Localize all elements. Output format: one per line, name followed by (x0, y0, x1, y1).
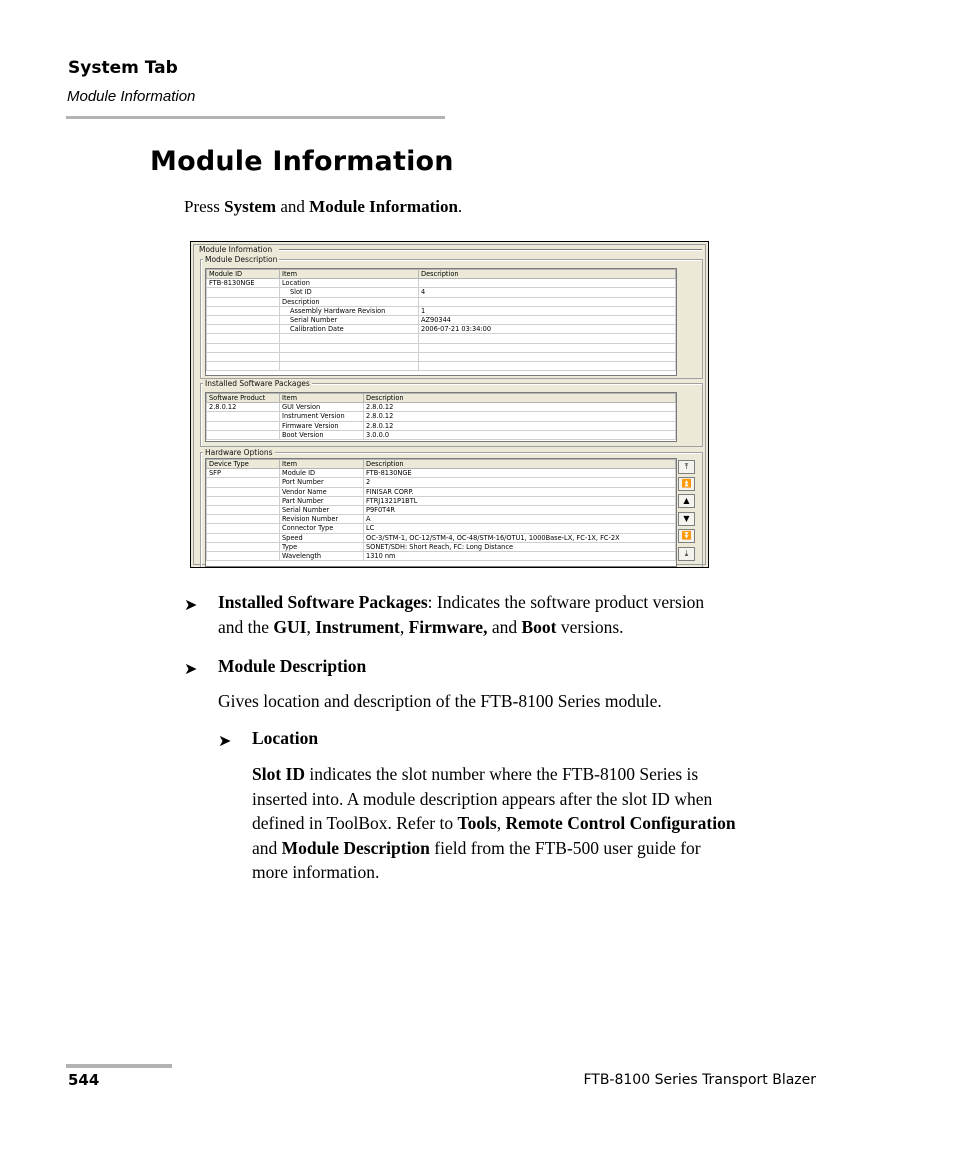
hardware-options-cell: A (364, 515, 676, 524)
module-description-cell: FTB-8130NGE (207, 279, 280, 288)
software-packages-term: Installed Software Packages (218, 592, 428, 612)
scroll-page-up-button[interactable] (678, 477, 695, 491)
term-firmware: Firmware, (408, 616, 488, 637)
software-packages-cell: Boot Version (280, 430, 364, 439)
software-versions: versions. (560, 616, 624, 637)
scroll-down-button[interactable] (678, 512, 695, 526)
intro-press: Press (184, 197, 220, 216)
module-description-cell: AZ90344 (419, 315, 676, 324)
software-packages-legend: Installed Software Packages (205, 379, 310, 388)
page-title: Module Information (150, 146, 454, 177)
module-description-cell: 1 (419, 306, 676, 315)
module-description-cell: 2006-07-21 03:34:00 (419, 325, 676, 334)
module-description-row[interactable] (207, 315, 676, 324)
hardware-options-row[interactable] (207, 542, 676, 551)
tools-term: Tools (457, 813, 497, 833)
module-description-cell (419, 279, 676, 288)
hardware-options-legend: Hardware Options (205, 448, 273, 457)
software-packages-text: : Indicates the software product version (427, 592, 705, 612)
bullet-arrow-icon: ➤ (184, 595, 198, 614)
module-description-cell (207, 361, 280, 370)
hardware-options-cell: Speed (280, 533, 364, 542)
hardware-options-cell: 1310 nm (364, 551, 676, 560)
hardware-options-row[interactable] (207, 478, 676, 487)
module-description-cell (207, 306, 280, 315)
hardware-options-row[interactable] (207, 496, 676, 505)
hardware-options-cell (207, 524, 280, 533)
module-description-row[interactable] (207, 334, 676, 343)
intro-period: . (457, 197, 463, 216)
location-bullet (252, 726, 318, 751)
location-line-3: defined in ToolBox. Refer to (252, 813, 454, 833)
hardware-options-row[interactable] (207, 487, 676, 496)
module-description-row[interactable] (207, 279, 676, 288)
software-packages-column-header[interactable]: Item (280, 394, 364, 403)
hardware-options-column-header[interactable]: Item (280, 460, 364, 469)
hardware-options-cell: FINISAR CORP. (364, 487, 676, 496)
module-description-column-header[interactable]: Description (419, 270, 676, 279)
hardware-options-cell: Vendor Name (280, 487, 364, 496)
module-description-row[interactable] (207, 325, 676, 334)
comma: , (306, 616, 311, 637)
software-packages-header-row (207, 394, 676, 403)
software-packages-cell: 2.8.0.12 (364, 412, 676, 421)
hardware-options-cell: SFP (207, 469, 280, 478)
module-description-cell: Location (280, 279, 419, 288)
hardware-options-cell (207, 505, 280, 514)
module-information-screenshot (190, 241, 709, 568)
hardware-options-cell: FTB-8130NGE (364, 469, 676, 478)
module-description-row[interactable] (207, 306, 676, 315)
hardware-options-cell: Connector Type (280, 524, 364, 533)
scroll-page-down-button[interactable] (678, 529, 695, 543)
module-description-cell (207, 297, 280, 306)
software-packages-cell: 2.8.0.12 (207, 403, 280, 412)
hardware-options-cell (207, 496, 280, 505)
module-description-text: Gives location and description of the FTB-8100 Series module. (218, 691, 662, 711)
hardware-options-cell: Module ID (280, 469, 364, 478)
module-description-cell: Assembly Hardware Revision (280, 306, 419, 315)
module-description-term-inline: Module Description (281, 837, 430, 858)
software-and-the: and the (218, 616, 270, 637)
module-description-cell (207, 352, 280, 361)
module-description-grid[interactable] (205, 268, 677, 376)
module-description-cell (280, 361, 419, 370)
software-packages-column-header[interactable]: Description (364, 394, 676, 403)
location-and: and (252, 837, 278, 858)
module-description-cell (280, 334, 419, 343)
frame-title: Module Information (199, 245, 273, 254)
module-description-cell (207, 288, 280, 297)
location-line-5: more information. (252, 862, 380, 882)
intro-paragraph (184, 197, 462, 217)
slot-id-term: Slot ID (252, 764, 305, 784)
module-description-cell: 4 (419, 288, 676, 297)
software-packages-cell: GUI Version (280, 403, 364, 412)
module-description-column-header[interactable]: Item (280, 270, 419, 279)
scroll-up-button[interactable] (678, 494, 695, 508)
page-number: 544 (68, 1071, 100, 1089)
hardware-options-cell: FTRJ1321P1BTL (364, 496, 676, 505)
module-description-cell (419, 343, 676, 352)
hardware-options-row[interactable] (207, 515, 676, 524)
software-packages-bullet (218, 590, 838, 639)
scroll-top-icon: ⤒ (684, 462, 689, 471)
module-description-cell (419, 297, 676, 306)
location-line-4: field from the FTB-500 user guide for (434, 837, 701, 858)
module-description-row[interactable] (207, 343, 676, 352)
module-description-legend: Module Description (205, 255, 278, 264)
software-packages-cell (207, 412, 280, 421)
module-description-cell (207, 343, 280, 352)
hardware-options-row[interactable] (207, 505, 676, 514)
module-description-header-row (207, 270, 676, 279)
hardware-options-cell: Revision Number (280, 515, 364, 524)
hardware-options-cell: Part Number (280, 496, 364, 505)
hardware-options-grid[interactable] (205, 458, 677, 567)
module-description-cell (207, 315, 280, 324)
hardware-options-row[interactable] (207, 524, 676, 533)
scroll-up-icon: ▲ (683, 496, 690, 505)
hardware-options-cell (207, 487, 280, 496)
hardware-options-cell: OC-3/STM-1, OC-12/STM-4, OC-48/STM-16/OTU1, 1000Base-LX, FC-1X, FC-2X (364, 533, 676, 542)
comma: , (496, 813, 502, 833)
intro-module-information: Module Information (309, 197, 458, 216)
hardware-options-header-row (207, 460, 676, 469)
module-description-cell (280, 352, 419, 361)
module-description-cell (280, 343, 419, 352)
software-and: and (491, 616, 518, 637)
module-description-cell: Description (280, 297, 419, 306)
location-line-2: inserted into. A module description appears after the slot ID when (252, 788, 713, 809)
hardware-options-row[interactable] (207, 533, 676, 542)
module-description-cell: Serial Number (280, 315, 419, 324)
location-paragraph (252, 762, 852, 885)
software-packages-cell: 2.8.0.12 (364, 421, 676, 430)
comma: , (399, 616, 405, 637)
software-packages-cell: Firmware Version (280, 421, 364, 430)
software-packages-cell: 3.0.0.0 (364, 430, 676, 439)
term-gui: GUI (273, 616, 307, 637)
term-boot: Boot (521, 616, 557, 637)
module-description-cell: Calibration Date (280, 325, 419, 334)
scroll-page-down-icon: ⏬ (681, 531, 692, 540)
software-packages-column-header[interactable]: Software Product (207, 394, 280, 403)
hardware-options-cell: P9F0T4R (364, 505, 676, 514)
software-packages-cell: 2.8.0.12 (364, 403, 676, 412)
hardware-options-cell: Port Number (280, 478, 364, 487)
module-description-row[interactable] (207, 352, 676, 361)
intro-and: and (280, 197, 305, 216)
hardware-options-cell (207, 533, 280, 542)
remote-control-configuration-term: Remote Control Configuration (505, 813, 736, 833)
module-description-bullet (218, 654, 366, 679)
hardware-options-cell: Wavelength (280, 551, 364, 560)
scroll-page-up-icon: ⏫ (681, 479, 692, 488)
term-instrument: Instrument (315, 616, 400, 637)
footer-document-title: FTB-8100 Series Transport Blazer (583, 1072, 816, 1088)
hardware-options-column-header[interactable]: Description (364, 460, 676, 469)
hardware-options-row[interactable] (207, 469, 676, 478)
bullet-arrow-icon: ➤ (218, 731, 232, 750)
module-description-cell (419, 334, 676, 343)
module-description-row[interactable] (207, 297, 676, 306)
hardware-options-cell (207, 551, 280, 560)
scroll-bottom-icon: ⤓ (684, 549, 689, 558)
module-description-row[interactable] (207, 361, 676, 370)
scroll-down-icon: ▼ (683, 514, 690, 523)
location-line-1: indicates the slot number where the FTB-8100 Series is (309, 764, 699, 784)
software-packages-cell (207, 421, 280, 430)
frame-title-line (279, 249, 702, 251)
module-description-cell (207, 325, 280, 334)
hardware-options-row[interactable] (207, 551, 676, 560)
running-header-subsection: Module Information (67, 88, 196, 105)
hardware-options-cell: Type (280, 542, 364, 551)
hardware-options-cell: 2 (364, 478, 676, 487)
software-packages-row[interactable] (207, 430, 676, 439)
software-packages-cell: Instrument Version (280, 412, 364, 421)
software-packages-row[interactable] (207, 421, 676, 430)
hardware-options-cell: LC (364, 524, 676, 533)
module-description-cell (419, 361, 676, 370)
module-description-term: Module Description (218, 656, 367, 676)
software-packages-grid[interactable] (205, 392, 677, 442)
intro-system: System (224, 197, 277, 216)
bullet-arrow-icon: ➤ (184, 659, 198, 678)
module-description-row[interactable] (207, 288, 676, 297)
hardware-options-cell (207, 478, 280, 487)
module-description-cell (207, 334, 280, 343)
location-term: Location (252, 728, 319, 748)
hardware-options-column-header[interactable]: Device Type (207, 460, 280, 469)
software-packages-cell (207, 430, 280, 439)
running-header-section: System Tab (68, 58, 178, 78)
footer-divider (66, 1064, 172, 1068)
software-packages-row[interactable] (207, 403, 676, 412)
hardware-options-cell: Serial Number (280, 505, 364, 514)
hardware-options-cell (207, 542, 280, 551)
scroll-top-button[interactable] (678, 460, 695, 474)
hardware-options-cell (207, 515, 280, 524)
header-divider (66, 116, 445, 119)
module-description-cell: Slot ID (280, 288, 419, 297)
software-packages-row[interactable] (207, 412, 676, 421)
scroll-bottom-button[interactable] (678, 547, 695, 561)
module-description-column-header[interactable]: Module ID (207, 270, 280, 279)
module-description-cell (419, 352, 676, 361)
hardware-options-cell: SONET/SDH: Short Reach, FC: Long Distance (364, 542, 676, 551)
